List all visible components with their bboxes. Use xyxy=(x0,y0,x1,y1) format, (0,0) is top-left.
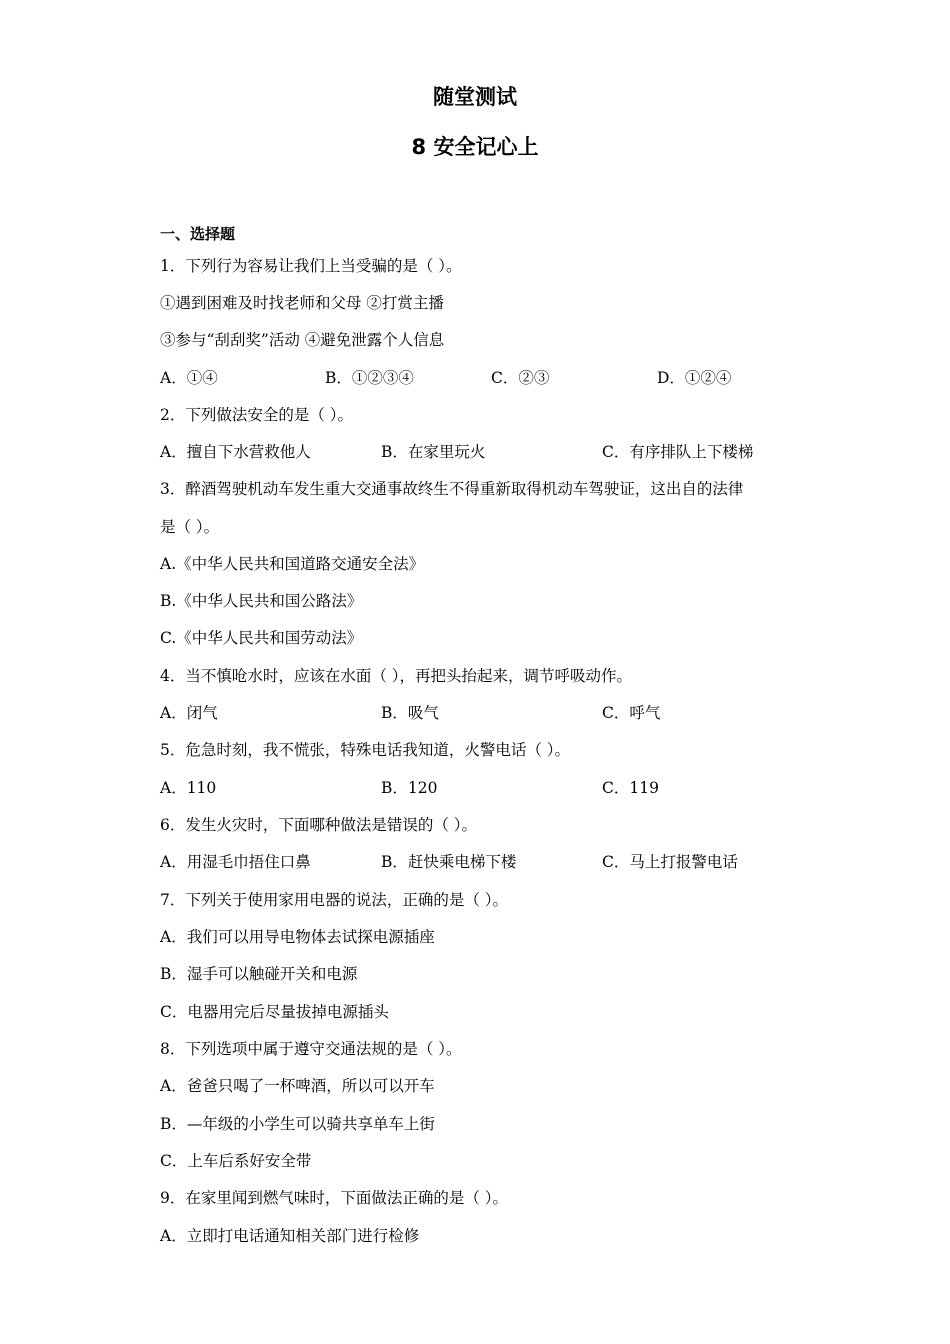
document-subtitle: 8 安全记心上 xyxy=(411,135,539,159)
question-7-option-b: B．湿手可以触碰开关和电源 xyxy=(160,965,358,983)
question-7-option-c: C．电器用完后尽量拔掉电源插头 xyxy=(160,1003,389,1021)
question-4-option-c: C．呼气 xyxy=(602,704,661,722)
question-5-stem: 5．危急时刻，我不慌张，特殊电话我知道，火警电话（ ）。 xyxy=(160,741,571,759)
question-9-stem: 9．在家里闻到燃气味时，下面做法正确的是（ ）。 xyxy=(160,1189,509,1207)
question-9-option-a: A．立即打电话通知相关部门进行检修 xyxy=(160,1227,420,1245)
question-1-option-a: A．①④ xyxy=(160,369,218,387)
question-7-option-a: A．我们可以用导电物体去试探电源插座 xyxy=(160,928,435,946)
question-4-option-b: B．吸气 xyxy=(381,704,439,722)
question-6-option-a: A．用湿毛巾捂住口鼻 xyxy=(160,853,311,871)
question-1-option-c: C．②③ xyxy=(491,369,550,387)
question-4-options xyxy=(160,703,800,723)
question-3-option-a: A.《中华人民共和国道路交通安全法》 xyxy=(160,555,425,573)
document-title: 随堂测试 xyxy=(433,85,517,109)
question-6-options xyxy=(160,852,800,872)
question-5-options xyxy=(160,778,800,798)
question-7-stem: 7．下列关于使用家用电器的说法，正确的是（ ）。 xyxy=(160,891,509,909)
question-5-option-b: B．120 xyxy=(381,779,438,797)
question-8-option-b: B．—年级的小学生可以骑共享单车上街 xyxy=(160,1115,435,1133)
question-2-options xyxy=(160,442,800,462)
question-2-option-c: C．有序排队上下楼梯 xyxy=(602,443,754,461)
question-6-option-b: B．赶快乘电梯下楼 xyxy=(381,853,517,871)
section-heading: 一、选择题 xyxy=(160,225,236,243)
question-3-stem-line-2: 是（ ）。 xyxy=(160,518,220,536)
question-8-stem: 8．下列选项中属于遵守交通法规的是（ ）。 xyxy=(160,1040,462,1058)
question-3-stem-line-1: 3．醉酒驾驶机动车发生重大交通事故终生不得重新取得机动车驾驶证，这出自的法律 xyxy=(160,480,744,498)
question-1-option-d: D．①②④ xyxy=(657,369,732,387)
question-1-option-b: B．①②③④ xyxy=(325,369,414,387)
question-6-option-c: C．马上打报警电话 xyxy=(602,853,738,871)
question-4-stem: 4．当不慎呛水时，应该在水面（ ），再把头抬起来，调节呼吸动作。 xyxy=(160,667,633,685)
question-5-option-a: A．110 xyxy=(160,779,217,797)
question-1-stem: 1．下列行为容易让我们上当受骗的是（ ）。 xyxy=(160,257,462,275)
question-2-stem: 2．下列做法安全的是（ ）。 xyxy=(160,406,354,424)
question-6-stem: 6．发生火灾时，下面哪种做法是错误的（ ）。 xyxy=(160,816,478,834)
question-1-options xyxy=(160,368,800,388)
question-2-option-b: B．在家里玩火 xyxy=(381,443,486,461)
question-3-option-c: C.《中华人民共和国劳动法》 xyxy=(160,629,363,647)
question-2-option-a: A．擅自下水营救他人 xyxy=(160,443,311,461)
question-3-option-b: B.《中华人民共和国公路法》 xyxy=(160,592,363,610)
question-1-statement-2: ③参与“刮刮奖”活动 ④避免泄露个人信息 xyxy=(160,331,445,349)
question-1-statement-1: ①遇到困难及时找老师和父母 ②打赏主播 xyxy=(160,294,444,312)
question-5-option-c: C．119 xyxy=(602,779,659,797)
question-4-option-a: A．闭气 xyxy=(160,704,218,722)
question-8-option-a: A．爸爸只喝了一杯啤酒，所以可以开车 xyxy=(160,1077,435,1095)
question-8-option-c: C．上车后系好安全带 xyxy=(160,1152,312,1170)
